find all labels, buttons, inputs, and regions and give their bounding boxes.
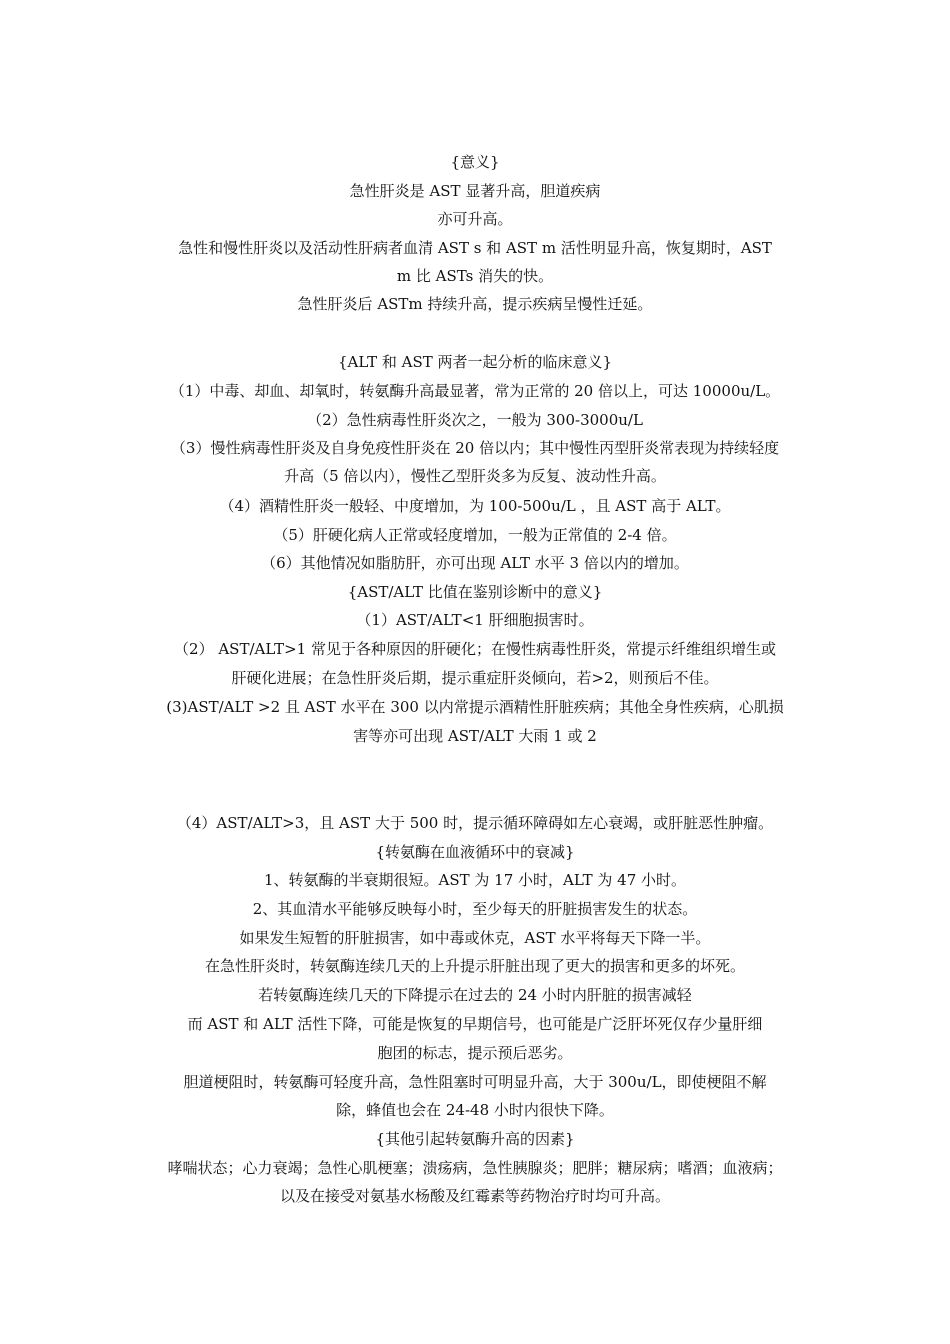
heading-alt-ast-analysis: {ALT 和 AST 两者一起分析的临床意义} [337, 353, 613, 371]
heading-ratio-significance: {AST/ALT 比值在鉴别诊断中的意义} [347, 583, 603, 601]
text-line: 在急性肝炎时，转氨酶连续几天的上升提示肝脏出现了更大的损害和更多的坏死。 [204, 957, 745, 975]
list-item: 1、转氨酶的半衰期很短。AST 为 17 小时，ALT 为 47 小时。 [263, 871, 687, 889]
list-item: （1）AST/ALT<1 肝细胞损害时。 [356, 611, 594, 629]
list-item: （6）其他情况如脂肪肝，亦可出现 ALT 水平 3 倍以内的增加。 [261, 554, 689, 572]
text-line: 如果发生短暂的肝脏损害，如中毒或休克，AST 水平将每天下降一半。 [239, 929, 711, 947]
text-line: 害等亦可出现 AST/ALT 大雨 1 或 2 [353, 727, 597, 745]
list-item: （3）慢性病毒性肝炎及自身免疫性肝炎在 20 倍以内；其中慢性丙型肝炎常表现为持续轻度 [170, 439, 780, 457]
list-item: （4）AST/ALT>3，且 AST 大于 500 时，提示循环障碍如左心衰竭，或肝脏恶性肿瘤。 [176, 814, 774, 832]
text-line: 急性肝炎后 ASTm 持续升高，提示疾病呈慢性迁延。 [297, 295, 653, 313]
heading-decay: {转氨酶在血液循环中的衰减} [375, 843, 575, 861]
list-item: 2、其血清水平能够反映每小时，至少每天的肝脏损害发生的状态。 [252, 900, 698, 918]
list-item: (3)AST/ALT >2 且 AST 水平在 300 以内常提示酒精性肝脏疾病；其他全身性疾病，心肌损 [166, 698, 784, 716]
text-line: 胆道梗阻时，转氨酶可轻度升高，急性阻塞时可明显升高，大于 300u/L，即使梗阻不解 [183, 1073, 767, 1091]
heading-significance: {意义} [450, 153, 500, 171]
text-line: 肝硬化进展；在急性肝炎后期，提示重症肝炎倾向，若>2，则预后不佳。 [231, 669, 719, 687]
text-line: 以及在接受对氨基水杨酸及红霉素等药物治疗时均可升高。 [279, 1187, 670, 1205]
list-item: （2）急性病毒性肝炎次之，一般为 300-3000u/L [307, 411, 643, 429]
text-line: 若转氨酶连续几天的下降提示在过去的 24 小时内肝脏的损害减轻 [258, 986, 692, 1004]
list-item: （4）酒精性肝炎一般轻、中度增加，为 100-500u/L ，且 AST 高于 ALT。 [219, 497, 731, 515]
text-line: 胞团的标志，提示预后恶劣。 [377, 1044, 573, 1062]
list-item: （2） AST/ALT>1 常见于各种原因的肝硬化；在慢性病毒性肝炎，常提示纤维组织增生或 [174, 640, 776, 658]
text-line: 除，蜂值也会在 24-48 小时内很快下降。 [336, 1101, 614, 1119]
list-item: （5）肝硬化病人正常或轻度增加，一般为正常值的 2-4 倍。 [273, 526, 677, 544]
list-item: （1）中毒、却血、却氧时，转氨酶升高最显著，常为正常的 20 倍以上，可达 10000u/L。 [169, 382, 781, 400]
heading-other-causes: {其他引起转氨酶升高的因素} [375, 1130, 575, 1148]
text-line: 升高（5 倍以内），慢性乙型肝炎多为反复、波动性升高。 [284, 467, 666, 485]
text-line: 急性和慢性肝炎以及活动性肝病者血清 AST s 和 AST m 活性明显升高，恢复期时，AST [178, 239, 772, 257]
text-line: 亦可升高。 [437, 210, 513, 228]
text-line: 而 AST 和 ALT 活性下降，可能是恢复的早期信号，也可能是广泛肝坏死仅存少量肝细 [187, 1015, 763, 1033]
text-line: 急性肝炎是 AST 显著升高，胆道疾病 [349, 182, 601, 200]
text-line: m 比 ASTs 消失的快。 [396, 267, 554, 285]
text-line: 哮喘状态；心力衰竭；急性心肌梗塞；溃疡病，急性胰腺炎；肥胖；糖尿病；嗜酒；血液病； [167, 1159, 783, 1177]
